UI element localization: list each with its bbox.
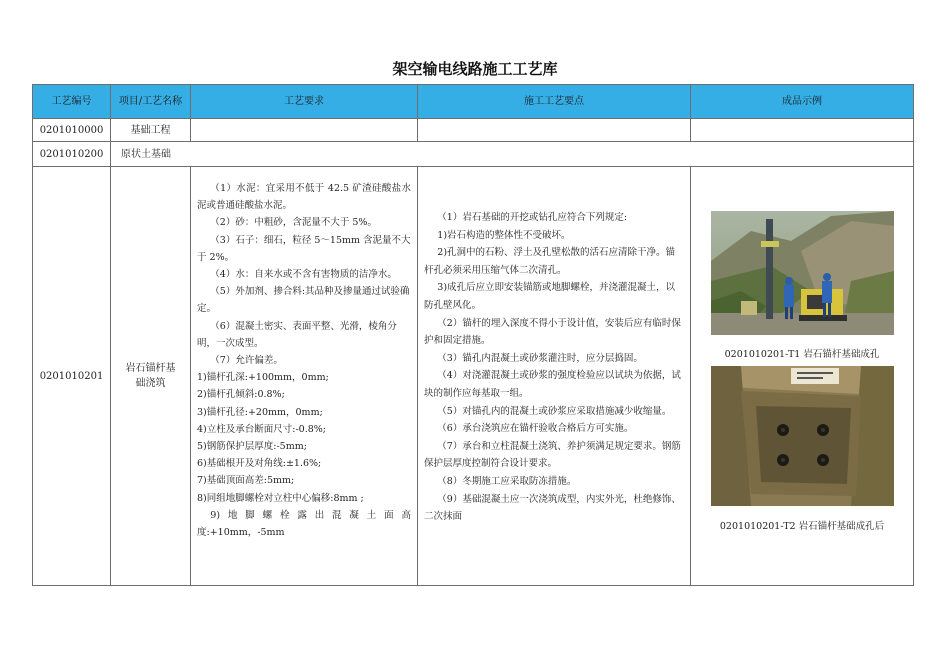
requirement-item: （5）外加剂、掺合料:其品种及掺量通过试验确定。 xyxy=(197,286,410,315)
example-caption: 0201010201-T1 岩石锚杆基础成孔 xyxy=(724,349,880,360)
key-point-item: （5）对锚孔内的混凝土或砂浆应采取措施减少收缩量。 xyxy=(437,405,672,417)
example-caption: 0201010201-T2 岩石锚杆基础成孔后 xyxy=(719,521,885,532)
anchor-holes-photo xyxy=(711,366,894,506)
header-item: 项目/工艺名称 xyxy=(111,85,191,119)
requirement-item: （6）混凝土密实、表面平整、光滑，棱角分明，一次成型。 xyxy=(197,320,397,349)
page-title: 架空输电线路施工工艺库 xyxy=(392,60,558,78)
table-row xyxy=(33,167,914,586)
key-point-item: （4）对浇灌混凝土或砂浆的强度检验应以试块为依据，试块的制作应每基取一组。 xyxy=(424,370,681,399)
drilling-rig-photo xyxy=(711,211,894,335)
key-point-item: （8）冬期施工应采取防冻措施。 xyxy=(437,475,577,487)
example-cell xyxy=(691,167,914,586)
requirement-item: 1)锚杆孔深:+100mm，0mm; xyxy=(197,372,329,384)
table-row xyxy=(33,119,914,142)
key-point-item: （7）承台和立柱混凝土浇筑、养护须满足规定要求。钢筋保护层厚度控制符合设计要求。 xyxy=(424,440,681,470)
table-header-row xyxy=(33,85,914,119)
requirement-item: 7)基础顶面高差:5mm; xyxy=(197,475,295,487)
key-points-cell xyxy=(418,167,691,586)
requirement-item: 9)地脚螺栓露出混凝土面高度:+10mm，-5mm xyxy=(197,509,411,539)
row-name: 基础工程 xyxy=(111,119,191,142)
key-point-item: （6）承台浇筑应在锚杆验收合格后方可实施。 xyxy=(437,423,634,435)
requirement-item: （3）石子：细石，粒径 5～15mm 含泥量不大于 2%。 xyxy=(197,234,411,263)
requirement-item: 8)同组地脚螺栓对立柱中心偏移:8mm ; xyxy=(197,492,364,504)
requirement-item: （2）砂：中粗砂，含泥量不大于 5%。 xyxy=(210,217,377,229)
row-example-cell xyxy=(691,119,914,142)
row-name: 原状土基础 xyxy=(111,142,914,167)
key-point-item: （2）锚杆的埋入深度不得小于设计值，安装后应有临时保护和固定措施。 xyxy=(424,317,681,347)
requirement-item: 6)基础根开及对角线:±1.6%; xyxy=(197,458,322,470)
requirement-item: （1）水泥：宜采用不低于 42.5 矿渣硅酸盐水泥或普通硅酸盐水泥。 xyxy=(197,183,411,212)
row-key-points-cell xyxy=(418,119,691,142)
key-point-item: 1)岩石构造的整体性不受破坏。 xyxy=(437,229,571,241)
row-name: 岩石锚杆基础浇筑 xyxy=(111,167,191,586)
header-key-points: 施工工艺要点 xyxy=(418,85,691,119)
key-point-item: 2)孔洞中的石粉、浮土及孔壁松散的活石应清除干净。锚杆孔必须采用压缩气体二次清孔。 xyxy=(424,247,676,276)
row-code: 0201010000 xyxy=(33,119,111,142)
requirement-item: 4)立柱及承台断面尺寸:-0.8%; xyxy=(197,423,326,435)
row-code: 0201010201 xyxy=(33,167,111,586)
requirements-cell xyxy=(191,167,418,586)
header-example: 成品示例 xyxy=(691,85,914,119)
requirement-item: （7）允许偏差。 xyxy=(210,355,283,367)
row-code: 0201010200 xyxy=(33,142,111,167)
key-point-item: （9）基础混凝土应一次浇筑成型，内实外光，杜绝修饰、二次抹面 xyxy=(424,493,681,523)
table-row xyxy=(33,142,914,167)
key-point-item: 3)成孔后应立即安装锚筋或地脚螺栓，并浇灌混凝土，以防孔壁风化。 xyxy=(424,282,676,311)
row-requirements-cell xyxy=(191,119,418,142)
requirement-item: （4）水：自来水或不含有害物质的洁净水。 xyxy=(210,269,397,281)
key-point-item: （1）岩石基础的开挖或钻孔应符合下列规定: xyxy=(437,212,628,223)
header-code: 工艺编号 xyxy=(33,85,111,119)
requirement-item: 3)锚杆孔径:+20mm，0mm; xyxy=(197,406,323,418)
key-point-item: （3）锚孔内混凝土或砂浆灌注时，应分层捣固。 xyxy=(437,352,643,364)
process-table xyxy=(32,84,914,586)
requirement-item: 2)锚杆孔倾斜:0.8%; xyxy=(197,389,285,401)
requirement-item: 5)钢筋保护层厚度:-5mm; xyxy=(197,441,307,453)
header-requirements: 工艺要求 xyxy=(191,85,418,119)
